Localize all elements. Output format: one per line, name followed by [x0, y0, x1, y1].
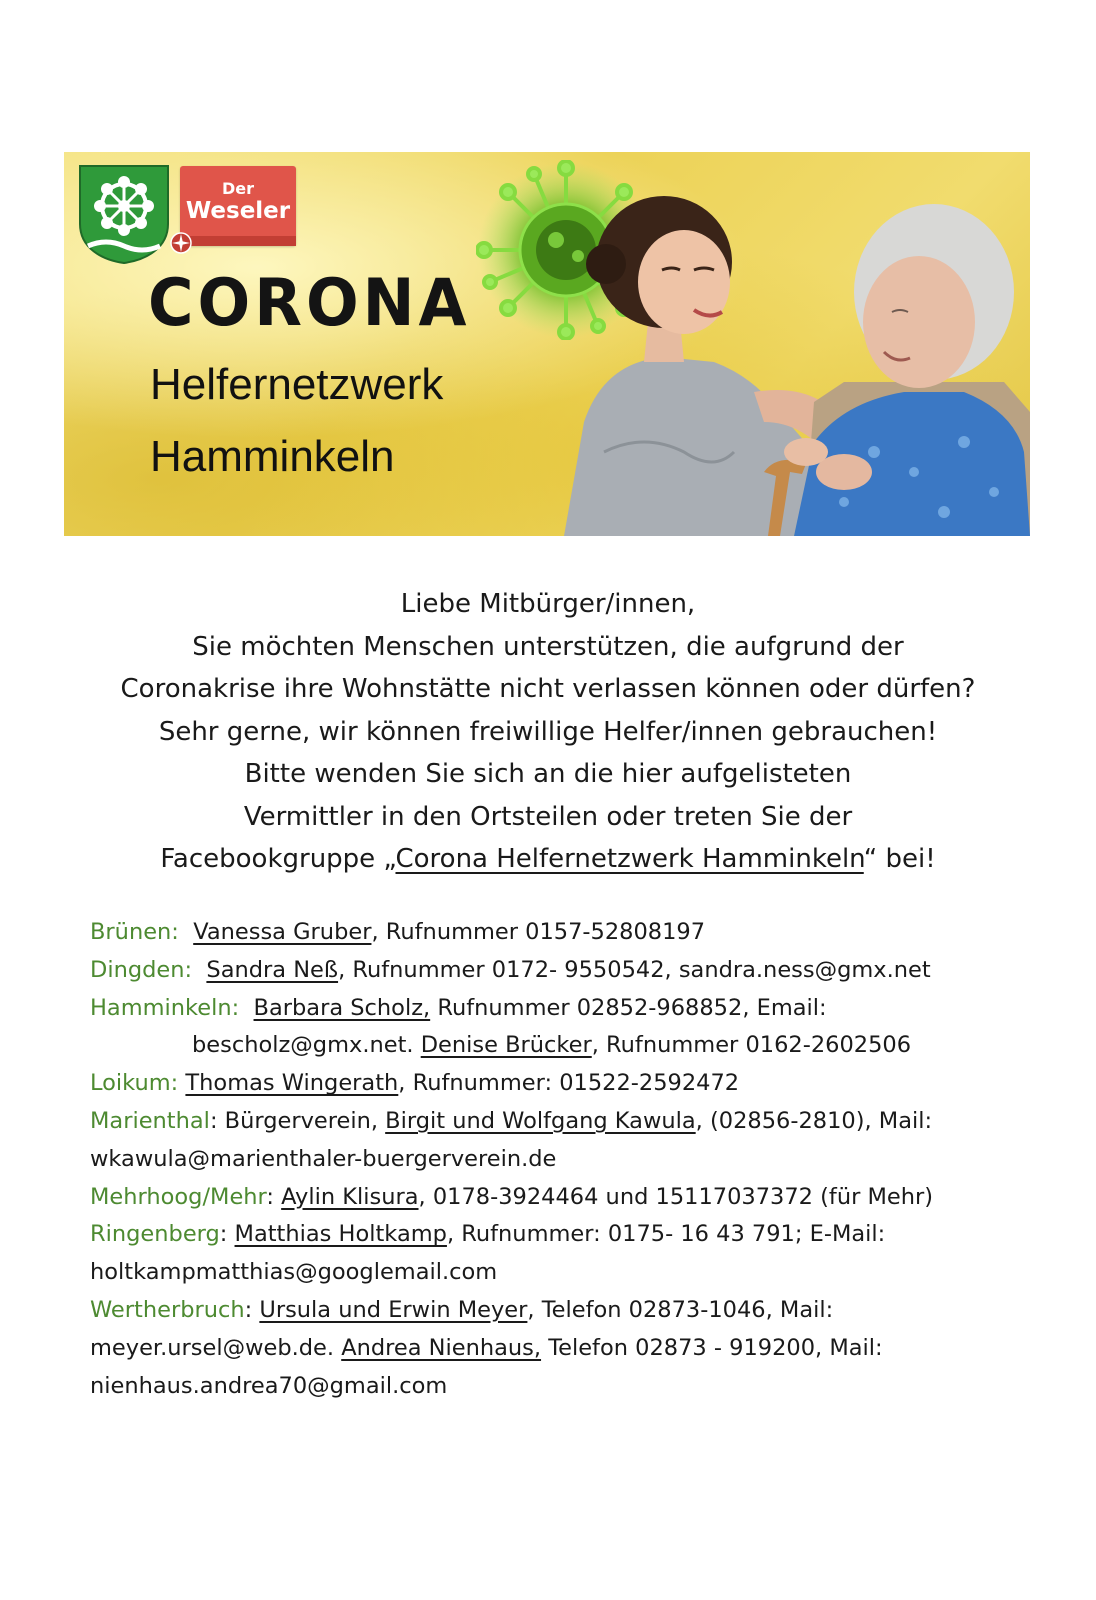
contact-name[interactable]: Andrea Nienhaus,	[341, 1334, 542, 1361]
intro-line	[60, 838, 1036, 881]
contact-details: Rufnummer 02852-968852, Email:	[430, 994, 827, 1021]
contact-hamminkeln	[90, 990, 1050, 1028]
contact-details: , Telefon 02873-1046, Mail:	[527, 1296, 834, 1323]
contact-org: : Bürgerverein,	[209, 1107, 386, 1134]
contact-name[interactable]: Denise Brücker	[420, 1032, 592, 1059]
contact-wertherbruch-cont	[90, 1330, 1050, 1368]
place-label: Mehrhoog/Mehr	[90, 1183, 267, 1210]
contact-email: holtkampmatthias@googlemail.com	[90, 1259, 498, 1286]
contact-details: , Rufnummer: 0175- 16 43 791; E-Mail:	[446, 1221, 886, 1248]
place-label: Ringenberg	[90, 1221, 220, 1248]
intro-line: Bitte wenden Sie sich an die hier aufgelisteten	[244, 759, 852, 789]
contact-email: nienhaus.andrea70@gmail.com	[90, 1372, 448, 1399]
intro-line7-post: “ bei!	[863, 844, 936, 874]
banner	[64, 152, 1030, 536]
contact-email: meyer.ursel@web.de.	[90, 1334, 342, 1361]
weseler-logo	[180, 166, 296, 246]
contact-wertherbruch-cont2	[90, 1368, 1050, 1406]
weseler-logo-line2: Weseler	[185, 198, 291, 224]
banner-subtitle-line2: Hamminkeln	[150, 432, 395, 481]
contact-sep: :	[219, 1221, 235, 1248]
contact-details: , Rufnummer: 01522-2592472	[398, 1070, 740, 1097]
contact-hamminkeln-cont	[90, 1027, 1050, 1065]
weseler-logo-line1: Der	[221, 179, 255, 198]
intro-line: Sehr gerne, wir können freiwillige Helfer/innen gebrauchen!	[158, 716, 938, 747]
place-label: Brünen:	[90, 919, 179, 945]
place-label: Loikum:	[90, 1070, 179, 1097]
facebook-group-link[interactable]: Corona Helfernetzwerk Hamminkeln	[395, 844, 864, 874]
contact-details: , Rufnummer 0157-52808197	[371, 919, 706, 945]
contact-details: , (02856-2810), Mail:	[695, 1107, 933, 1134]
contact-ringenberg-cont	[90, 1254, 1050, 1292]
contact-list	[90, 914, 1050, 1405]
contact-sep: :	[244, 1296, 260, 1323]
contact-details: , Rufnummer 0162-2602506	[591, 1032, 912, 1059]
intro-line: Liebe Mitbürger/innen,	[400, 589, 696, 619]
intro-text	[60, 583, 1036, 881]
contact-name[interactable]: Thomas Wingerath	[185, 1070, 399, 1097]
contact-details: , Rufnummer 0172- 9550542, sandra.ness@gmx.net	[338, 956, 931, 983]
contact-mehrhoog	[90, 1179, 1050, 1217]
contact-loikum	[90, 1065, 1050, 1103]
crest-icon	[78, 164, 170, 264]
contact-details: Telefon 02873 - 919200, Mail:	[541, 1334, 883, 1361]
banner-title: CORONA	[148, 264, 471, 341]
contact-name[interactable]: Vanessa Gruber	[193, 919, 372, 945]
contact-name[interactable]: Aylin Klisura	[281, 1183, 419, 1210]
contact-email: wkawula@marienthaler-buergerverein.de	[90, 1145, 557, 1172]
place-label: Dingden:	[90, 956, 193, 983]
contact-sep: :	[266, 1183, 282, 1210]
contact-bruenen	[90, 914, 1050, 952]
contact-dingden	[90, 952, 1050, 990]
place-label: Marienthal	[90, 1107, 210, 1134]
contact-email: bescholz@gmx.net.	[192, 1032, 421, 1059]
intro-line: Coronakrise ihre Wohnstätte nicht verlassen können oder dürfen?	[120, 674, 976, 704]
intro-line: Sie möchten Menschen unterstützen, die aufgrund der	[192, 631, 904, 662]
contact-name[interactable]: Barbara Scholz,	[253, 994, 431, 1021]
contact-name[interactable]: Birgit und Wolfgang Kawula	[385, 1107, 696, 1134]
intro-line: Vermittler in den Ortsteilen oder treten Sie der	[243, 801, 853, 832]
contact-wertherbruch	[90, 1292, 1050, 1330]
caregiver-photo	[544, 152, 1030, 536]
intro-line7-pre: Facebookgruppe „	[160, 844, 396, 874]
compass-icon	[170, 232, 192, 254]
contact-ringenberg	[90, 1216, 1050, 1254]
place-label: Wertherbruch	[90, 1296, 245, 1323]
place-label: Hamminkeln:	[90, 994, 240, 1021]
contact-details: , 0178-3924464 und 15117037372 (für Mehr)	[418, 1183, 934, 1210]
weseler-logo-strip	[180, 236, 296, 246]
contact-marienthal	[90, 1103, 1050, 1141]
contact-name[interactable]: Ursula und Erwin Meyer	[259, 1296, 528, 1323]
contact-name[interactable]: Sandra Neß	[206, 956, 339, 983]
contact-marienthal-cont	[90, 1141, 1050, 1179]
banner-subtitle-line1: Helfernetzwerk	[150, 360, 444, 409]
contact-name[interactable]: Matthias Holtkamp	[234, 1221, 447, 1248]
